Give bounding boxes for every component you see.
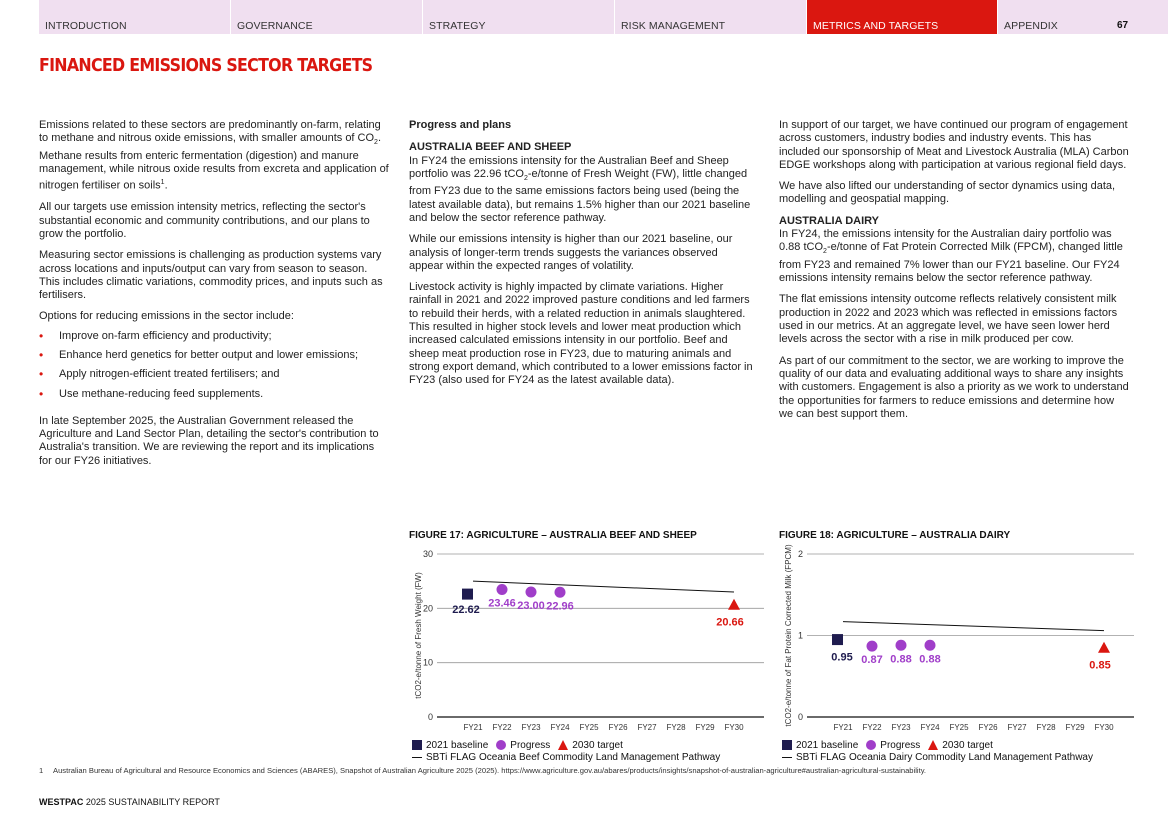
text: -e/tonne of Fat Protein Corrected Milk (FPCM), changed little from FY23 and remained 7% lower than our FY21 baseline. Our FY24 emissions intensity remains below the sector reference pathway. — [779, 241, 1123, 285]
figure-18-title: FIGURE 18: AGRICULTURE – AUSTRALIA DAIRY — [779, 530, 1011, 541]
page-number: 67 — [1117, 20, 1129, 31]
x-tick-label: FY25 — [579, 723, 599, 732]
legend-label: 2030 target — [942, 739, 993, 751]
list-item: • Use methane-reducing feed supplements. — [39, 388, 389, 401]
tab-appendix[interactable]: APPENDIX — [998, 0, 1168, 34]
x-tick-label: FY30 — [724, 723, 744, 732]
text: -e/tonne of Fresh Weight (FW), little changed from FY23 due to the same emissions factors being used (being the latest available data), but remains 1.5% higher than our 2021 baseline and below the sector reference pathway. — [409, 167, 751, 224]
y-tick-label: 30 — [422, 549, 433, 559]
text: Emissions related to these sectors are predominantly on-farm, relating to methane and nitrous oxide emissions, with smaller amounts of CO — [39, 119, 381, 145]
pathway-line — [473, 581, 734, 592]
pathway-line — [843, 622, 1104, 631]
options-list — [39, 330, 389, 401]
legend-label: 2030 target — [572, 739, 623, 751]
paragraph: In support of our target, we have continued our program of engagement across customers, industry bodies and industry events. This has included our sponsorship of Meat and Livestock Australia (MLA) Carbon EDGE workshops along with participation at various regional field days. — [779, 119, 1129, 171]
y-tick-label: 20 — [422, 603, 433, 614]
target-legend-icon — [558, 740, 568, 750]
pathway-legend-icon — [782, 757, 792, 758]
footnote — [39, 766, 939, 775]
x-tick-label: FY29 — [1065, 723, 1085, 732]
target-legend-icon — [928, 740, 938, 750]
dairy-chart — [779, 544, 1139, 733]
text: In FY24 the emissions intensity for the Australian Beef and Sheep portfolio was 22.96 tCO — [409, 154, 729, 180]
list-item: • Enhance herd genetics for better output and lower emissions; — [39, 349, 389, 362]
baseline-label: 22.62 — [452, 604, 480, 617]
footer-brand: WESTPAC — [39, 797, 84, 807]
target-label: 20.66 — [716, 616, 744, 629]
baseline-point — [832, 634, 843, 645]
tab-risk-management[interactable]: RISK MANAGEMENT — [615, 0, 806, 34]
pathway-legend-icon — [412, 757, 422, 758]
paragraph: We have also lifted our understanding of sector dynamics using data, modelling and geospatial mapping. — [779, 180, 1116, 206]
paragraph: Livestock activity is highly impacted by climate variations. Higher rainfall in 2021 and 2022 improved pasture conditions and led farmers to rebuild their herds, with a related reduction in animals slaughtered. This resulted in higher stock levels and lower meat production which increased calculated emissions intensity in our portfolio. Beef and sheep meat production rose in FY23, due to maturing animals and strong export demand, which contributed to a lower emissions factor in FY23 (also used for FY24 as the latest available data). — [409, 281, 753, 387]
baseline-point — [462, 589, 473, 600]
list-item: • Improve on-farm efficiency and productivity; — [39, 330, 389, 343]
x-tick-label: FY24 — [920, 723, 940, 732]
progress-point — [925, 640, 936, 651]
text: . Methane results from enteric fermentation (digestion) and manure management, while nitrous oxide results from excreta and application of nitrogen fertiliser on soils — [39, 132, 389, 193]
legend-label: 2021 baseline — [796, 739, 859, 751]
paragraph: In late September 2025, the Australian Government released the Agriculture and Land Sector Plan, detailing the sector's contribution to Australia's transition. We are reviewing the report and its implications for our FY26 initiatives. — [39, 414, 379, 467]
legend-label: 2021 baseline — [426, 739, 489, 751]
subsection-heading: AUSTRALIA BEEF AND SHEEP — [409, 141, 572, 154]
y-tick-label: 10 — [422, 657, 433, 668]
progress-label: 0.88 — [890, 653, 912, 666]
text: . — [164, 180, 168, 193]
figure-17-legend — [412, 739, 720, 763]
x-tick-label: FY22 — [492, 723, 512, 732]
tab-governance[interactable]: GOVERNANCE — [231, 0, 422, 34]
paragraph — [409, 155, 754, 226]
target-point — [728, 599, 740, 610]
footnote-ref[interactable]: 1 — [160, 179, 165, 187]
baseline-label: 0.95 — [831, 651, 853, 664]
x-tick-label: FY26 — [978, 723, 998, 732]
x-tick-label: FY28 — [666, 723, 686, 732]
subscript: 2 — [523, 175, 528, 183]
progress-point — [896, 640, 907, 651]
legend-label: SBTi FLAG Oceania Beef Commodity Land Management Pathway — [426, 751, 721, 763]
page-title: FINANCED EMISSIONS SECTOR TARGETS — [39, 55, 373, 76]
y-tick-label: 2 — [797, 549, 803, 559]
y-axis-label: tCO2-e/tonne of Fresh Weight (FW) — [414, 572, 423, 699]
progress-label: 23.46 — [488, 597, 516, 610]
progress-legend-icon — [496, 740, 506, 750]
legend-label: SBTi FLAG Oceania Dairy Commodity Land Management Pathway — [796, 751, 1093, 763]
paragraph — [779, 228, 1129, 285]
dairy-column — [779, 119, 1129, 429]
x-tick-label: FY21 — [833, 723, 853, 732]
y-tick-label: 1 — [797, 630, 803, 641]
figure-17-title: FIGURE 17: AGRICULTURE – AUSTRALIA BEEF AND SHEEP — [409, 530, 697, 541]
x-tick-label: FY27 — [1007, 723, 1027, 732]
paragraph: Measuring sector emissions is challenging as production systems vary across locations and inputs/output can vary from season to season. This includes climatic variations, commodity prices, and inputs such as fertilisers. — [39, 249, 383, 302]
paragraph — [39, 119, 389, 193]
subscript: 2 — [374, 139, 378, 147]
x-tick-label: FY28 — [1036, 723, 1056, 732]
progress-point — [555, 587, 566, 598]
tab-metrics-and-targets[interactable]: METRICS AND TARGETS — [807, 0, 997, 34]
progress-label: 23.00 — [517, 600, 545, 613]
paragraph: As part of our commitment to the sector, we are working to improve the quality of our data and evaluating additional ways to share any insights with customers. Engagement is also a priority as we work to understand the opportunities for farmers to reduce emissions and determine how we can best support them. — [779, 354, 1129, 420]
progress-column — [409, 119, 754, 396]
baseline-legend-icon — [412, 740, 422, 750]
target-label: 0.85 — [1089, 659, 1111, 672]
progress-legend-icon — [866, 740, 876, 750]
x-tick-label: FY30 — [1094, 723, 1114, 732]
intro-column — [39, 119, 389, 476]
progress-point — [497, 584, 508, 595]
paragraph: All our targets use emission intensity metrics, reflecting the sector's substantial economic and community contributions, and our plans to grow the portfolio. — [39, 201, 370, 240]
page-footer — [39, 797, 220, 807]
paragraph: Options for reducing emissions in the sector include: — [39, 310, 294, 323]
x-tick-label: FY25 — [949, 723, 969, 732]
x-tick-label: FY21 — [463, 723, 483, 732]
baseline-legend-icon — [782, 740, 792, 750]
legend-label: Progress — [880, 739, 921, 751]
top-navigation — [0, 0, 1168, 34]
y-axis-label: tCO2-e/tonne of Fat Protein Corrected Milk (FPCM) — [784, 544, 793, 727]
tab-introduction[interactable]: INTRODUCTION — [39, 0, 230, 34]
progress-point — [867, 641, 878, 652]
subscript: 2 — [823, 248, 827, 256]
beef-sheep-chart — [409, 548, 769, 733]
list-item: • Apply nitrogen-efficient treated fertilisers; and — [39, 368, 389, 381]
progress-label: 0.87 — [861, 654, 883, 667]
text: In FY24, the emissions intensity for the Australian dairy portfolio was 0.88 tCO — [779, 228, 1112, 254]
x-tick-label: FY23 — [891, 723, 911, 732]
figure-18-legend — [782, 739, 1093, 763]
target-point — [1098, 642, 1110, 653]
x-tick-label: FY27 — [637, 723, 657, 732]
x-tick-label: FY24 — [550, 723, 570, 732]
progress-label: 0.88 — [919, 653, 941, 666]
paragraph: The flat emissions intensity outcome reflects relatively consistent milk production in 2022 and 2023 which was reflected in emissions factors used in our metrics. At an aggregate level, we have seen lower herd levels across the sector with a rise in milk produced per cow. — [779, 293, 1118, 346]
footer-title: 2025 SUSTAINABILITY REPORT — [85, 797, 220, 807]
x-tick-label: FY26 — [608, 723, 628, 732]
x-tick-label: FY29 — [695, 723, 715, 732]
subsection-heading: AUSTRALIA DAIRY — [779, 214, 880, 227]
legend-label: Progress — [510, 739, 551, 751]
footnote-text[interactable]: Australian Bureau of Agricultural and Resource Economics and Sciences (ABARES), Snapshot of Australian Agriculture 2025 (2025). https://www.agriculture.gov.au/abares/products/insights/snapshot-of-australian-agriculture#australian-agricultural-sustainability. — [53, 766, 927, 775]
y-tick-label: 0 — [427, 712, 433, 722]
tab-strategy[interactable]: STRATEGY — [423, 0, 614, 34]
x-tick-label: FY22 — [862, 723, 882, 732]
section-heading: Progress and plans — [409, 119, 512, 131]
progress-label: 22.96 — [546, 600, 574, 613]
x-tick-label: FY23 — [521, 723, 541, 732]
paragraph: While our emissions intensity is higher than our 2021 baseline, our analysis of longer-term trends suggests the variances observed appear within the expected ranges of volatility. — [409, 233, 733, 272]
footnote-number: 1 — [39, 766, 44, 775]
progress-point — [526, 587, 537, 598]
y-tick-label: 0 — [797, 712, 803, 722]
